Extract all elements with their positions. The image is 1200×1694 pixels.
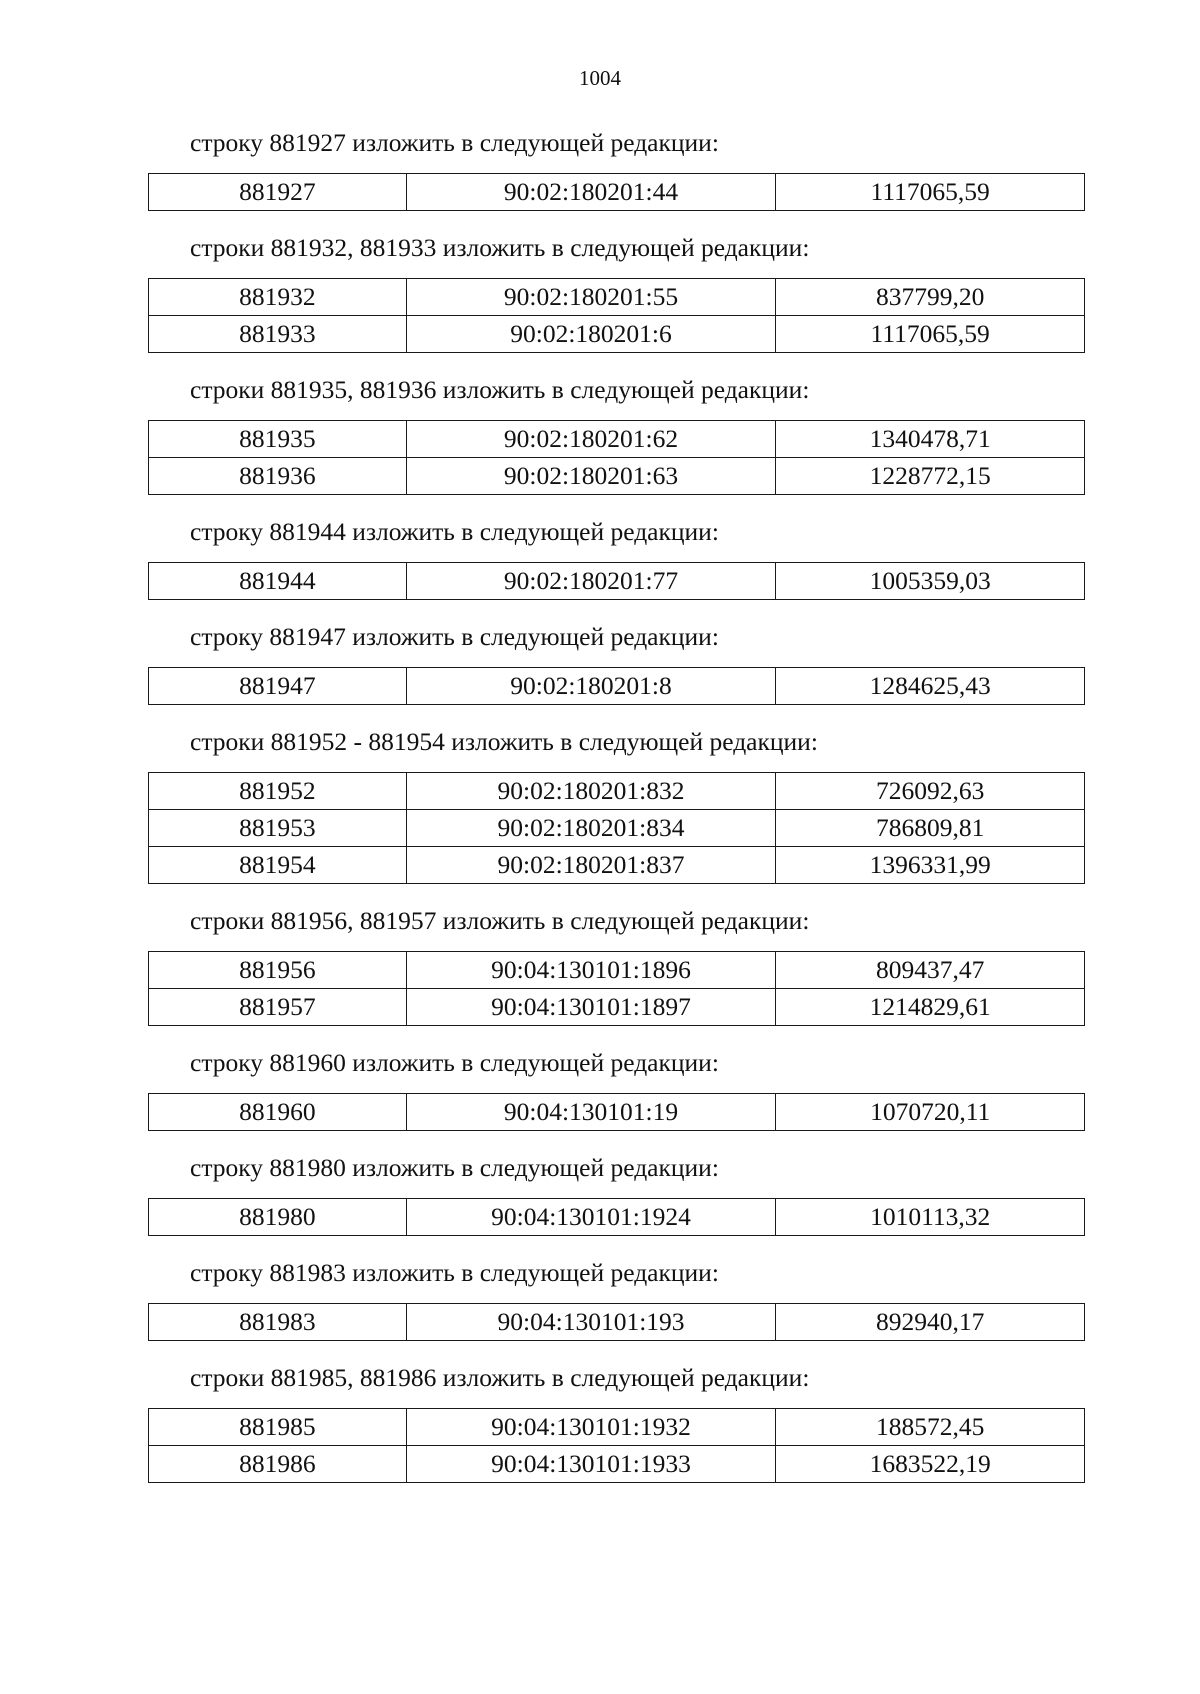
amendment-instruction: строки 881956, 881957 изложить в следующей редакции: — [190, 906, 810, 935]
amendment-section — [0, 1151, 1200, 1236]
amendment-instruction: строку 881947 изложить в следующей редакции: — [190, 622, 719, 651]
cadastral-value-cell: 188572,45 — [776, 1409, 1085, 1446]
table-row — [149, 174, 1085, 211]
row-number-cell: 881952 — [149, 773, 407, 810]
cadastral-number-cell: 90:04:130101:193 — [406, 1304, 776, 1341]
row-number-cell: 881944 — [149, 563, 407, 600]
row-number-cell: 881935 — [149, 421, 407, 458]
cadastral-value-cell: 1070720,11 — [776, 1094, 1085, 1131]
amendment-instruction: строки 881932, 881933 изложить в следующей редакции: — [190, 233, 810, 262]
cadastral-number-cell: 90:04:130101:19 — [406, 1094, 776, 1131]
cadastral-value-cell: 1396331,99 — [776, 847, 1085, 884]
cadastral-value-cell: 726092,63 — [776, 773, 1085, 810]
amendment-table — [148, 1093, 1085, 1131]
cadastral-value-cell: 1214829,61 — [776, 989, 1085, 1026]
amendment-table — [148, 951, 1085, 1026]
amendment-section — [0, 1256, 1200, 1341]
amendment-section — [0, 1361, 1200, 1483]
row-number-cell: 881960 — [149, 1094, 407, 1131]
row-number-cell: 881986 — [149, 1446, 407, 1483]
amendment-table — [148, 173, 1085, 211]
cadastral-value-cell: 786809,81 — [776, 810, 1085, 847]
row-number-cell: 881956 — [149, 952, 407, 989]
cadastral-value-cell: 1117065,59 — [776, 316, 1085, 353]
amendment-instruction: строку 881944 изложить в следующей редакции: — [190, 517, 719, 546]
row-number-cell: 881953 — [149, 810, 407, 847]
table-row — [149, 458, 1085, 495]
amendment-table — [148, 278, 1085, 353]
table-row — [149, 668, 1085, 705]
row-number-cell: 881985 — [149, 1409, 407, 1446]
cadastral-number-cell: 90:02:180201:837 — [406, 847, 776, 884]
row-number-cell: 881947 — [149, 668, 407, 705]
row-number-cell: 881936 — [149, 458, 407, 495]
amendment-instruction: строку 881960 изложить в следующей редакции: — [190, 1048, 719, 1077]
cadastral-number-cell: 90:02:180201:44 — [406, 174, 776, 211]
amendment-instruction: строки 881935, 881936 изложить в следующей редакции: — [190, 375, 810, 404]
cadastral-value-cell: 1005359,03 — [776, 563, 1085, 600]
cadastral-number-cell: 90:02:180201:63 — [406, 458, 776, 495]
amendment-table — [148, 667, 1085, 705]
cadastral-value-cell: 892940,17 — [776, 1304, 1085, 1341]
table-row — [149, 563, 1085, 600]
amendment-instruction: строки 881952 - 881954 изложить в следующей редакции: — [190, 727, 818, 756]
cadastral-number-cell: 90:02:180201:62 — [406, 421, 776, 458]
row-number-cell: 881954 — [149, 847, 407, 884]
table-row — [149, 773, 1085, 810]
cadastral-value-cell: 1340478,71 — [776, 421, 1085, 458]
document-body — [0, 126, 1200, 1503]
page-number: 1004 — [579, 66, 621, 90]
amendment-section — [0, 515, 1200, 600]
cadastral-number-cell: 90:04:130101:1896 — [406, 952, 776, 989]
row-number-cell: 881957 — [149, 989, 407, 1026]
cadastral-number-cell: 90:04:130101:1924 — [406, 1199, 776, 1236]
table-row — [149, 1409, 1085, 1446]
amendment-section — [0, 373, 1200, 495]
amendment-table — [148, 562, 1085, 600]
table-row — [149, 316, 1085, 353]
cadastral-number-cell: 90:02:180201:55 — [406, 279, 776, 316]
cadastral-number-cell: 90:04:130101:1897 — [406, 989, 776, 1026]
cadastral-number-cell: 90:02:180201:834 — [406, 810, 776, 847]
amendment-section — [0, 620, 1200, 705]
cadastral-value-cell: 1683522,19 — [776, 1446, 1085, 1483]
amendment-instruction: строку 881980 изложить в следующей редакции: — [190, 1153, 719, 1182]
cadastral-value-cell: 1010113,32 — [776, 1199, 1085, 1236]
amendment-section — [0, 725, 1200, 884]
table-row — [149, 279, 1085, 316]
cadastral-number-cell: 90:04:130101:1933 — [406, 1446, 776, 1483]
cadastral-number-cell: 90:02:180201:77 — [406, 563, 776, 600]
amendment-table — [148, 1408, 1085, 1483]
cadastral-value-cell: 837799,20 — [776, 279, 1085, 316]
amendment-section — [0, 1046, 1200, 1131]
cadastral-value-cell: 809437,47 — [776, 952, 1085, 989]
cadastral-value-cell: 1284625,43 — [776, 668, 1085, 705]
table-row — [149, 1094, 1085, 1131]
amendment-table — [148, 420, 1085, 495]
table-row — [149, 989, 1085, 1026]
table-row — [149, 810, 1085, 847]
table-row — [149, 421, 1085, 458]
amendment-table — [148, 1198, 1085, 1236]
table-row — [149, 847, 1085, 884]
amendment-section — [0, 231, 1200, 353]
cadastral-number-cell: 90:04:130101:1932 — [406, 1409, 776, 1446]
row-number-cell: 881927 — [149, 174, 407, 211]
amendment-table — [148, 772, 1085, 884]
amendment-section — [0, 126, 1200, 211]
table-row — [149, 1304, 1085, 1341]
cadastral-number-cell: 90:02:180201:8 — [406, 668, 776, 705]
row-number-cell: 881932 — [149, 279, 407, 316]
cadastral-number-cell: 90:02:180201:6 — [406, 316, 776, 353]
row-number-cell: 881933 — [149, 316, 407, 353]
amendment-instruction: строку 881927 изложить в следующей редакции: — [190, 128, 719, 157]
amendment-section — [0, 904, 1200, 1026]
cadastral-value-cell: 1228772,15 — [776, 458, 1085, 495]
row-number-cell: 881980 — [149, 1199, 407, 1236]
row-number-cell: 881983 — [149, 1304, 407, 1341]
amendment-instruction: строки 881985, 881986 изложить в следующей редакции: — [190, 1363, 810, 1392]
table-row — [149, 952, 1085, 989]
amendment-instruction: строку 881983 изложить в следующей редакции: — [190, 1258, 719, 1287]
amendment-table — [148, 1303, 1085, 1341]
table-row — [149, 1199, 1085, 1236]
table-row — [149, 1446, 1085, 1483]
cadastral-number-cell: 90:02:180201:832 — [406, 773, 776, 810]
cadastral-value-cell: 1117065,59 — [776, 174, 1085, 211]
